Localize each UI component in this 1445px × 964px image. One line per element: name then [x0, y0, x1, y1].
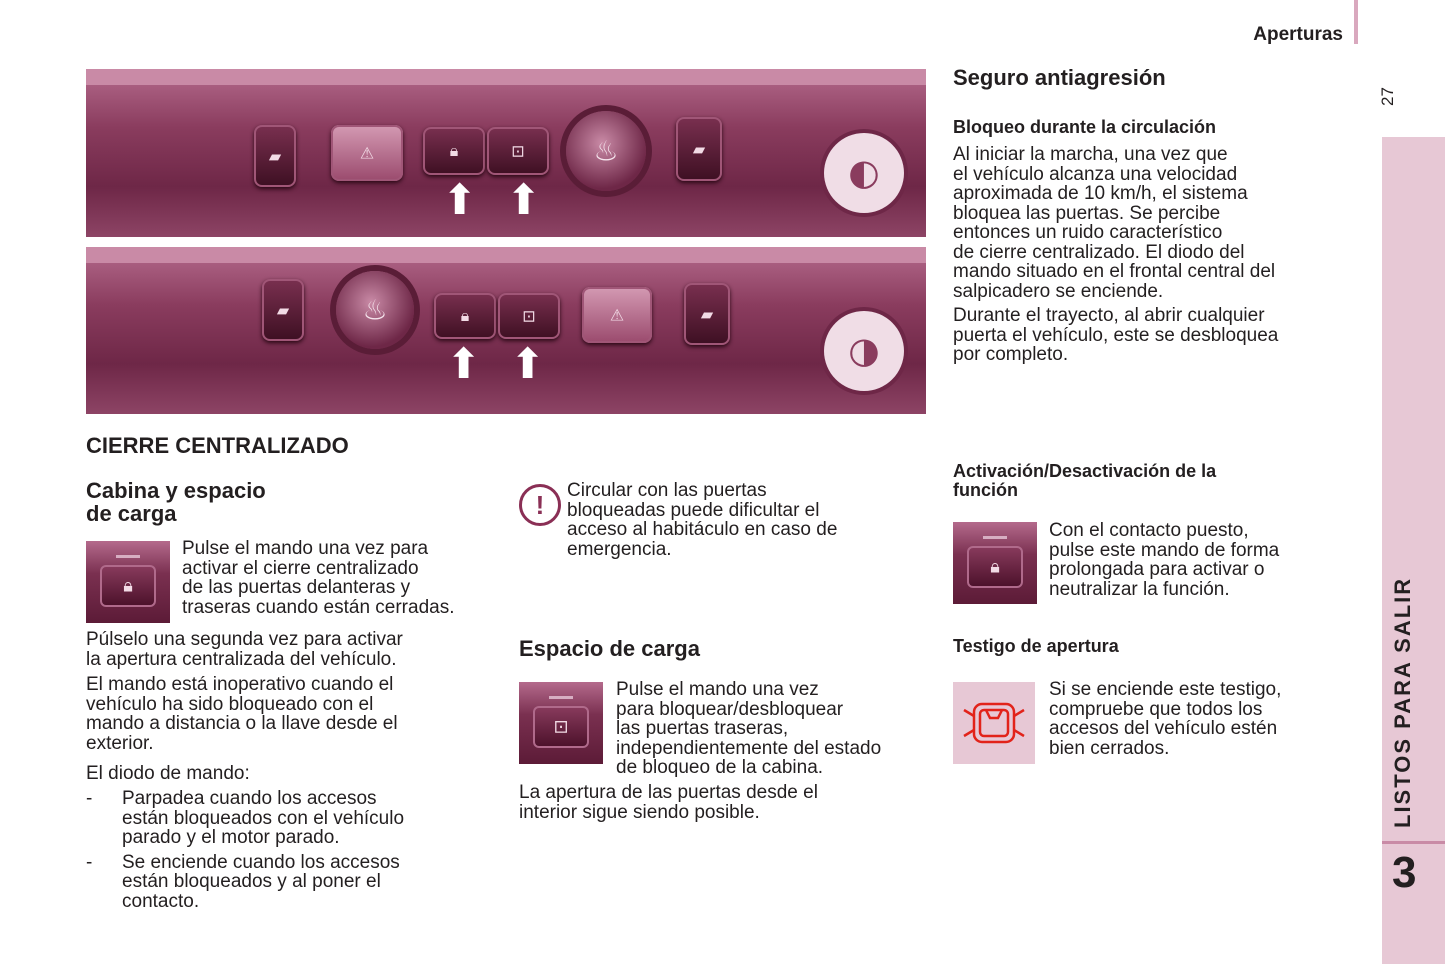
dash-top-trim: [86, 247, 926, 263]
window-switch-icon: ▰: [254, 125, 296, 187]
door-open-warning-lamp: [953, 682, 1035, 764]
text-line: interior sigue siendo posible.: [519, 801, 760, 823]
open-door-car-icon: [962, 698, 1026, 748]
text-line: mando situado en el frontal central del: [953, 261, 1276, 282]
button-face: [100, 565, 156, 607]
paragraph: [1049, 680, 1281, 758]
heater-icon: ♨: [336, 271, 414, 349]
dashboard-illustration-rhd: [86, 247, 926, 414]
subtitle-line: de carga: [86, 501, 177, 526]
text-line: de cierre centralizado. El diodo del: [953, 241, 1245, 263]
subsection-title: [86, 479, 266, 525]
section-header: Aperturas: [1253, 24, 1343, 45]
heater-icon: ♨: [566, 111, 646, 191]
text-line: aproximada de 10 km/h, el sistema: [953, 183, 1248, 204]
text-line: Parpadea cuando los accesos: [122, 788, 377, 809]
rear-door-lock-icon: ⊡: [487, 127, 549, 175]
list-marker: -: [86, 851, 93, 873]
text-line: Se enciende cuando los accesos: [122, 851, 400, 873]
page-number: 27: [1378, 87, 1397, 106]
hazard-icon: ⚠: [331, 125, 403, 181]
text-line: exterior.: [86, 732, 154, 754]
text-line: están bloqueados y al poner el: [122, 871, 381, 892]
text-line: Con el contacto puesto,: [1049, 520, 1249, 541]
rear-door-lock-icon: ⊡: [553, 716, 569, 738]
text-line: puerta el vehículo, este se desbloquea: [953, 324, 1279, 346]
subsection-title: Espacio de carga: [519, 636, 700, 661]
text-line: pulse este mando de forma: [1049, 539, 1280, 561]
text-line: salpicadero se enciende.: [953, 280, 1164, 302]
text-line: Activación/Desactivación de la: [953, 461, 1217, 481]
text-line: parado y el motor parado.: [122, 827, 340, 848]
button-face: [967, 546, 1023, 588]
text-line: accesos del vehículo estén: [1049, 718, 1278, 739]
warning-icon: !: [519, 484, 561, 526]
up-arrow-icon: ⬆: [442, 175, 478, 224]
led-indicator: [983, 536, 1007, 539]
text-line: Durante el trayecto, al abrir cualquier: [953, 305, 1265, 326]
text-line: de bloqueo de la cabina.: [616, 757, 824, 778]
up-arrow-icon: ⬆: [446, 339, 482, 388]
rear-door-lock-icon: ⊡: [498, 293, 560, 339]
text-line: independientemente del estado: [616, 737, 882, 759]
text-line: Circular con las puertas: [567, 480, 767, 501]
text-line: Si se enciende este testigo,: [1049, 679, 1282, 700]
text-line: acceso al habitáculo en caso de: [567, 519, 838, 540]
text-line: bien cerrados.: [1049, 737, 1170, 759]
text-line: compruebe que todos los: [1049, 698, 1263, 720]
text-line: vehículo ha sido bloqueado con el: [86, 693, 374, 715]
text-line: la apertura centralizada del vehículo.: [86, 648, 397, 670]
text-line: están bloqueados con el vehículo: [122, 807, 405, 829]
text-line: prolongada para activar o: [1049, 559, 1265, 580]
text-line: función: [953, 480, 1018, 500]
led-indicator: [116, 555, 140, 558]
text-line: Al iniciar la marcha, una vez que: [953, 144, 1228, 165]
list-item: [86, 853, 506, 912]
dash-top-trim: [86, 69, 926, 85]
window-switch-icon: ▰: [676, 117, 722, 181]
lock-button-thumbnail: [953, 522, 1037, 604]
text-line: Pulse el mando una vez: [616, 679, 819, 700]
text-line: para bloquear/desbloquear: [616, 698, 844, 720]
text-line: por completo.: [953, 344, 1069, 365]
lock-button-thumbnail: [86, 541, 170, 623]
lock-icon: 🔒︎: [990, 556, 1000, 578]
text-line: emergencia.: [567, 538, 672, 560]
list-marker: -: [86, 788, 93, 809]
paragraph: [1049, 521, 1279, 599]
rear-lock-button-thumbnail: [519, 682, 603, 764]
text-line: activar el cierre centralizado: [182, 557, 419, 579]
up-arrow-icon: ⬆: [506, 175, 542, 224]
text-line: las puertas traseras,: [616, 718, 789, 739]
seat-icon: ◑: [824, 311, 904, 391]
text-line: traseras cuando están cerradas.: [182, 596, 455, 618]
chapter-tab: [1382, 137, 1445, 964]
chapter-number: 3: [1392, 848, 1417, 897]
paragraph: [519, 783, 818, 822]
lock-icon: 🔒︎: [123, 575, 133, 597]
led-label: El diodo de mando:: [86, 763, 250, 784]
text-line: bloquea las puertas. Se percibe: [953, 202, 1221, 224]
subsection-title: Testigo de apertura: [953, 636, 1119, 656]
text-line: de las puertas delanteras y: [182, 577, 411, 598]
list-item: [86, 789, 506, 848]
window-switch-icon: ▰: [262, 279, 304, 341]
intro-paragraph: [616, 680, 881, 778]
warning-note: [567, 481, 837, 559]
text-line: neutralizar la función.: [1049, 578, 1230, 600]
text-line: Pulse el mando una vez para: [182, 538, 429, 559]
lock-icon: 🔒︎: [423, 127, 485, 175]
section-title: CIERRE CENTRALIZADO: [86, 433, 349, 458]
subtitle-line: Cabina y espacio: [86, 478, 266, 503]
subsection-title: [953, 462, 1216, 500]
lock-icon: 🔒︎: [434, 293, 496, 339]
intro-paragraph: [182, 539, 455, 617]
text-line: La apertura de las puertas desde el: [519, 782, 818, 803]
text-line: entonces un ruido característico: [953, 222, 1223, 243]
button-face: [533, 706, 589, 748]
text-line: el vehículo alcanza una velocidad: [953, 163, 1238, 185]
led-states-list: [86, 789, 506, 916]
text-line: contacto.: [122, 890, 200, 912]
paragraph: [953, 306, 1278, 365]
subsection-title: Bloqueo durante la circulación: [953, 117, 1217, 137]
text-line: Púlselo una segunda vez para activar: [86, 629, 403, 650]
header-divider: [1354, 0, 1358, 44]
text-line: mando a distancia o la llave desde el: [86, 713, 398, 734]
window-switch-icon: ▰: [684, 283, 730, 345]
hazard-icon: ⚠: [582, 287, 652, 343]
led-indicator: [549, 696, 573, 699]
section-title: Seguro antiagresión: [953, 65, 1166, 90]
chapter-label: LISTOS PARA SALIR: [1390, 576, 1415, 828]
seat-icon: ◐: [824, 133, 904, 213]
chapter-divider: [1382, 841, 1445, 844]
text-line: El mando está inoperativo cuando el: [86, 674, 394, 695]
paragraph: [86, 675, 398, 753]
paragraph: [953, 145, 1275, 301]
paragraph: [86, 630, 403, 669]
dashboard-illustration-lhd: [86, 69, 926, 237]
text-line: bloqueadas puede dificultar el: [567, 499, 820, 521]
up-arrow-icon: ⬆: [510, 339, 546, 388]
